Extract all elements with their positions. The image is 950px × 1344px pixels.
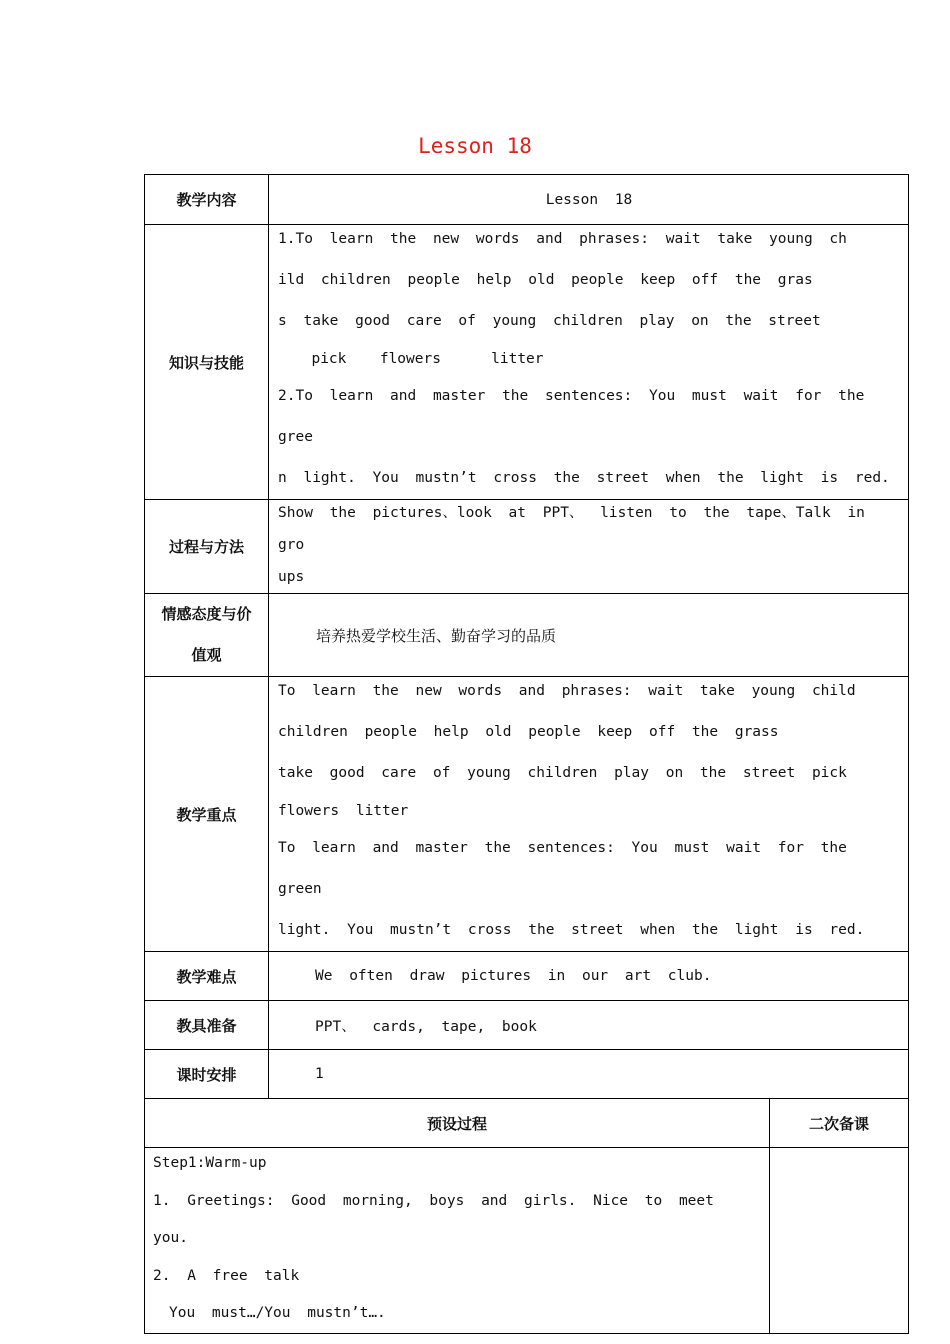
- value-process: [269, 500, 909, 594]
- row-key: [145, 677, 909, 952]
- row-process: [145, 500, 909, 594]
- row-content: [145, 175, 909, 225]
- row-steps: [145, 1148, 909, 1334]
- step-line: You must…/You mustn’t….: [169, 1305, 386, 1321]
- label-content: 教学内容: [145, 175, 269, 225]
- page-title: Lesson 18: [418, 134, 532, 158]
- value-difficulty: [269, 952, 909, 1001]
- row-prep: [145, 1001, 909, 1050]
- step-line: 1. Greetings: Good morning, boys and girls. Nice to meet you.: [153, 1192, 714, 1246]
- value-hours: [269, 1050, 909, 1099]
- knowledge-line: pick flowers litter: [278, 351, 544, 367]
- row-hours: [145, 1050, 909, 1099]
- key-line: To learn and master the sentences: You must wait for the green: [278, 840, 847, 897]
- value-emotion: [269, 594, 909, 677]
- prep-text: PPT、 cards, tape, book: [315, 1018, 537, 1035]
- header-second-prep: 二次备课: [770, 1099, 909, 1148]
- label-emotion-line: 值观: [191, 646, 222, 664]
- lesson-plan-table: [144, 174, 909, 1334]
- row-section-headers: [145, 1099, 909, 1148]
- header-preset-process: 预设过程: [145, 1099, 770, 1148]
- value-knowledge: [269, 225, 909, 500]
- step-line: 2. A free talk: [153, 1267, 300, 1284]
- hours-text: 1: [315, 1066, 324, 1082]
- knowledge-line: ild children people help old people keep off the gras: [278, 272, 813, 288]
- row-difficulty: [145, 952, 909, 1001]
- row-emotion: [145, 594, 909, 677]
- label-hours: 课时安排: [145, 1050, 269, 1099]
- label-difficulty: 教学难点: [145, 952, 269, 1001]
- key-line: children people help old people keep off the grass: [278, 724, 779, 740]
- key-line: light. You mustn’t cross the street when the light is red.: [278, 922, 865, 938]
- key-line: flowers litter: [278, 803, 409, 819]
- knowledge-line: s take good care of young children play on the street: [278, 313, 821, 329]
- knowledge-line: n light. You mustn’t cross the street when the light is red.: [278, 470, 890, 486]
- row-knowledge: [145, 225, 909, 500]
- difficulty-text: We often draw pictures in our art club.: [315, 968, 712, 984]
- label-knowledge: 知识与技能: [145, 225, 269, 500]
- emotion-text: 培养热爱学校生活、勤奋学习的品质: [316, 626, 557, 645]
- value-prep: [269, 1001, 909, 1050]
- label-process: 过程与方法: [145, 500, 269, 594]
- steps-content: [145, 1148, 770, 1334]
- key-line: take good care of young children play on the street pick: [278, 765, 847, 781]
- process-line: Show the pictures、look at PPT、 listen to the tape、Talk in gro: [278, 505, 865, 553]
- value-content: Lesson 18: [269, 175, 909, 225]
- knowledge-line: 2.To learn and master the sentences: You must wait for the gree: [278, 388, 865, 445]
- step-line: Step1:Warm-up: [153, 1155, 267, 1171]
- key-line: To learn the new words and phrases: wait take young child: [278, 683, 856, 699]
- knowledge-line: 1.To learn the new words and phrases: wait take young ch: [278, 231, 847, 247]
- label-key: 教学重点: [145, 677, 269, 952]
- label-emotion: [145, 594, 269, 677]
- label-prep: 教具准备: [145, 1001, 269, 1050]
- value-key: [269, 677, 909, 952]
- label-emotion-line: 情感态度与价: [161, 605, 252, 623]
- process-line: ups: [278, 569, 305, 585]
- second-prep-cell: [770, 1148, 909, 1334]
